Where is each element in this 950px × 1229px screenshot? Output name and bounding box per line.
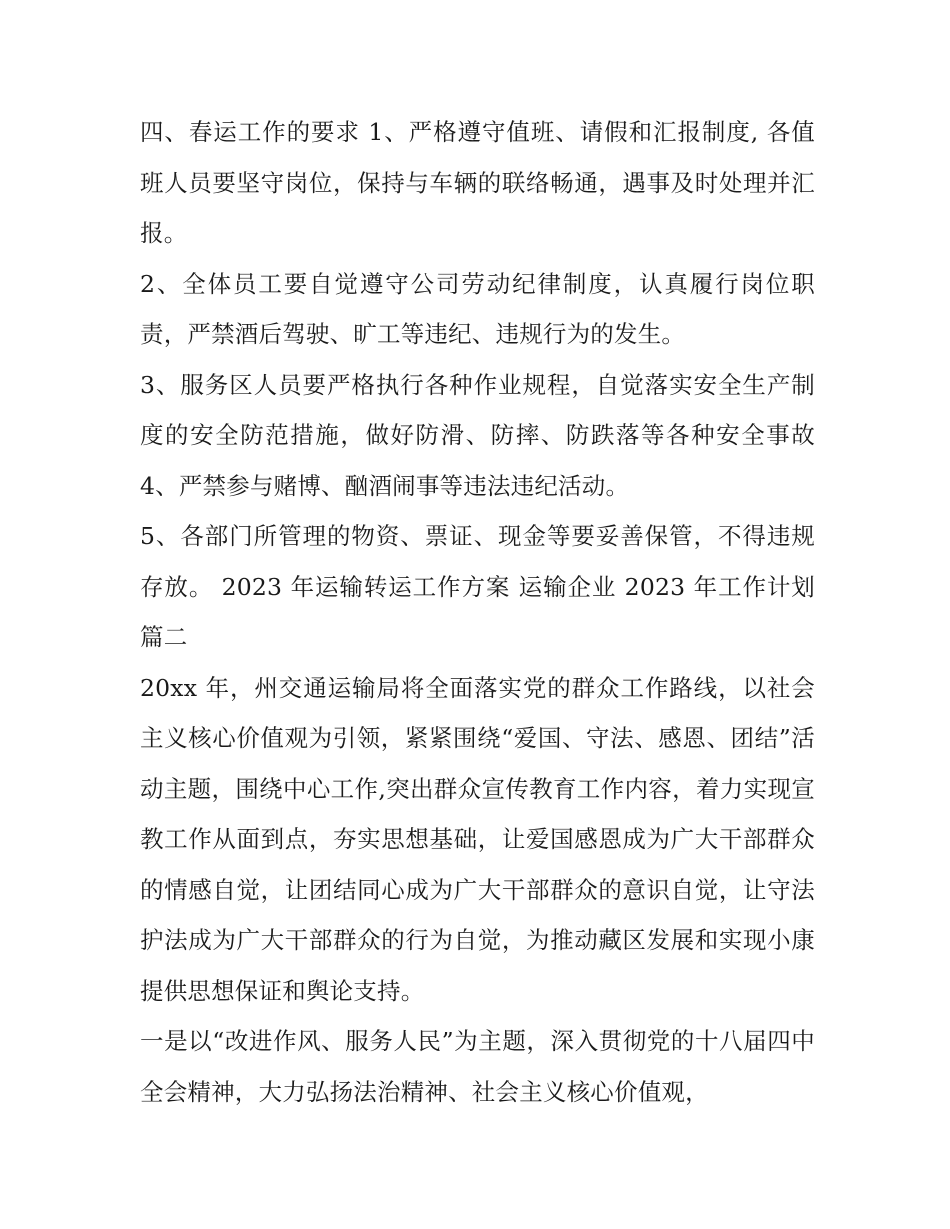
paragraph-materials-custody: 5、各部门所管理的物资、票证、现金等要妥善保管，不得违规存放。 2023 年运输转运工作方案 运输企业 2023 年工作计划篇二 [140,522,815,651]
document-page [140,107,815,1117]
paragraph-first-theme: 一是以“改进作风、服务人民”为主题，深入贯彻党的十八届四中全会精神，大力弘扬法治精神、社会主义核心价值观， [140,1027,815,1106]
paragraph-spring-requirements: 四、春运工作的要求 1、严格遵守值班、请假和汇报制度, 各值班人员要坚守岗位，保持与车辆的联络畅通，遇事及时处理并汇报。 [140,118,815,247]
paragraph-annual-plan: 20xx 年，州交通运输局将全面落实党的群众工作路线，以社会主义核心价值观为引领，紧紧围绕“爱国、守法、感恩、团结”活动主题，围绕中心工作,突出群众宣传教育工作内容，着力实现宣教工作从面到点，夯实思想基础，让爱国感恩成为广大干部群众的情感自觉，让团结同心成为广大干部群众的意识自觉，让守法护法成为广大干部群众的行为自觉，为推动藏区发展和实现小康提供思想保证和舆论支持。 [140,673,815,1005]
paragraph-safety-procedures: 3、服务区人员要严格执行各种作业规程，自觉落实安全生产制度的安全防范措施，做好防滑、防摔、防跌落等各种安全事故 4、严禁参与赌博、酗酒闹事等违法违纪活动。 [140,370,815,500]
paragraph-labor-discipline: 2、全体员工要自觉遵守公司劳动纪律制度，认真履行岗位职责，严禁酒后驾驶、旷工等违纪、违规行为的发生。 [140,269,815,348]
